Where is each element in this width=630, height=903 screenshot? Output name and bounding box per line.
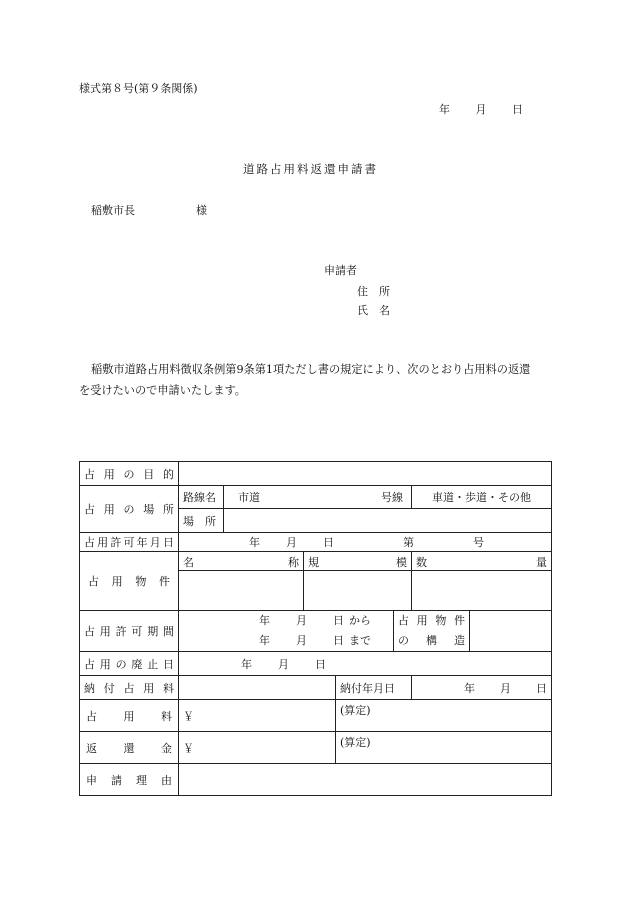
fee-yen: ￥ [183,709,194,723]
refund-label-cell [80,732,179,764]
application-table [79,461,552,796]
period-to-month: 月 [296,634,307,647]
form-number: 様式第８号(第９条関係) [79,82,198,95]
fee-input[interactable] [179,700,336,732]
reason-label-cell [80,764,179,796]
refund-calc-label: (算定) [340,736,371,749]
period-to-day: 日 [333,634,344,647]
road-type-cell[interactable] [412,486,552,509]
object-label: 占 用 物 件 [88,575,170,588]
header-date [439,101,523,117]
body-text-line1: 稲敷市道路占用料徴収条例第9条第1項ただし書の規定により、次のとおり占用料の返還 [91,363,531,376]
paid-fee-input[interactable] [179,676,336,700]
abolish-day: 日 [315,657,326,671]
fee-calc[interactable] [336,700,552,732]
route-cell[interactable] [224,486,412,509]
object-label-cell [80,552,179,611]
structure-input[interactable] [470,611,552,652]
purpose-label: 占 用 の 目 的 [84,467,174,481]
abolish-label-cell [80,652,179,676]
object-name-col: 名 [183,556,194,569]
period-from-month: 月 [296,614,307,627]
route-number-label: 号線 [381,491,403,504]
applicant-address-label: 住 所 [357,285,390,298]
period-to-year: 年 [259,634,270,647]
period-cell[interactable] [179,611,394,652]
location-label: 占 用 の 場 所 [84,503,174,516]
date-day: 日 [512,103,523,116]
abolish-month: 月 [278,657,289,671]
object-qty-header: 数 量 [412,552,552,571]
paid-fee-label: 納 付 占 用 料 [84,681,174,695]
fee-label-cell [80,700,179,732]
applicant-name-label: 氏 名 [357,304,390,317]
paid-fee-label-cell [80,676,179,700]
place-label: 場 所 [179,509,224,533]
date-year: 年 [439,103,450,116]
paid-date-cell[interactable] [412,676,552,700]
body-text-line2: を受けたいので申請いたします。 [79,384,246,397]
object-name-input[interactable] [179,571,304,611]
refund-input[interactable] [179,732,336,764]
object-qty-input[interactable] [412,571,552,611]
permit-date-cell[interactable] [179,533,552,552]
route-name-label: 路線名 [179,486,224,509]
period-label: 占 用 許 可 期 間 [84,625,174,638]
addressee-name: 稲敷市長 [91,204,135,217]
purpose-input[interactable] [179,462,552,486]
paid-year: 年 [464,681,475,695]
paid-date-label: 納付年月日 [336,676,412,700]
refund-calc[interactable] [336,732,552,764]
abolish-label: 占 用 の 廃 止 日 [84,657,174,671]
road-type: 車道・歩道・その他 [432,491,532,504]
city-road-label: 市道 [238,491,260,504]
reason-input[interactable] [179,764,552,796]
refund-label: 返 還 金 [86,741,172,755]
abolish-cell[interactable] [179,652,552,676]
applicant-label: 申請者 [324,264,357,277]
period-from-label: から [349,614,371,627]
page-title: 道路占用料返還申請書 [243,162,378,176]
date-month: 月 [475,103,487,116]
fee-calc-label: (算定) [340,704,371,717]
object-qty-col: 数 [416,556,427,569]
permit-month: 月 [286,536,297,549]
structure-label-cell [394,611,470,652]
location-label-cell [80,486,179,533]
permit-day: 日 [323,536,334,549]
object-spec-input[interactable] [304,571,412,611]
period-from-year: 年 [259,614,270,627]
period-from-day: 日 [333,614,344,627]
period-label-cell [80,611,179,652]
fee-label: 占 用 料 [86,709,172,723]
permit-go: 号 [473,536,484,549]
purpose-label-cell [80,462,179,486]
permit-date-label-cell [80,533,179,552]
place-input[interactable] [224,509,552,533]
period-to-label: まで [349,634,371,647]
paid-month: 月 [500,681,512,695]
refund-yen: ￥ [183,741,194,755]
object-spec-col: 規 [308,556,319,569]
object-spec-header: 規 模 [304,552,412,571]
paid-day: 日 [536,681,548,695]
object-name-header: 名 称 [179,552,304,571]
permit-year: 年 [249,536,260,549]
abolish-year: 年 [241,657,252,671]
permit-dai: 第 [403,536,414,549]
permit-date-label: 占 用 許 可 年 月 日 [84,536,174,549]
structure-label-line2: の 構 造 [398,634,465,647]
addressee-honorific: 様 [196,204,207,217]
structure-label-line1: 占 用 物 件 [398,614,465,627]
reason-label: 申 請 理 由 [86,773,172,787]
